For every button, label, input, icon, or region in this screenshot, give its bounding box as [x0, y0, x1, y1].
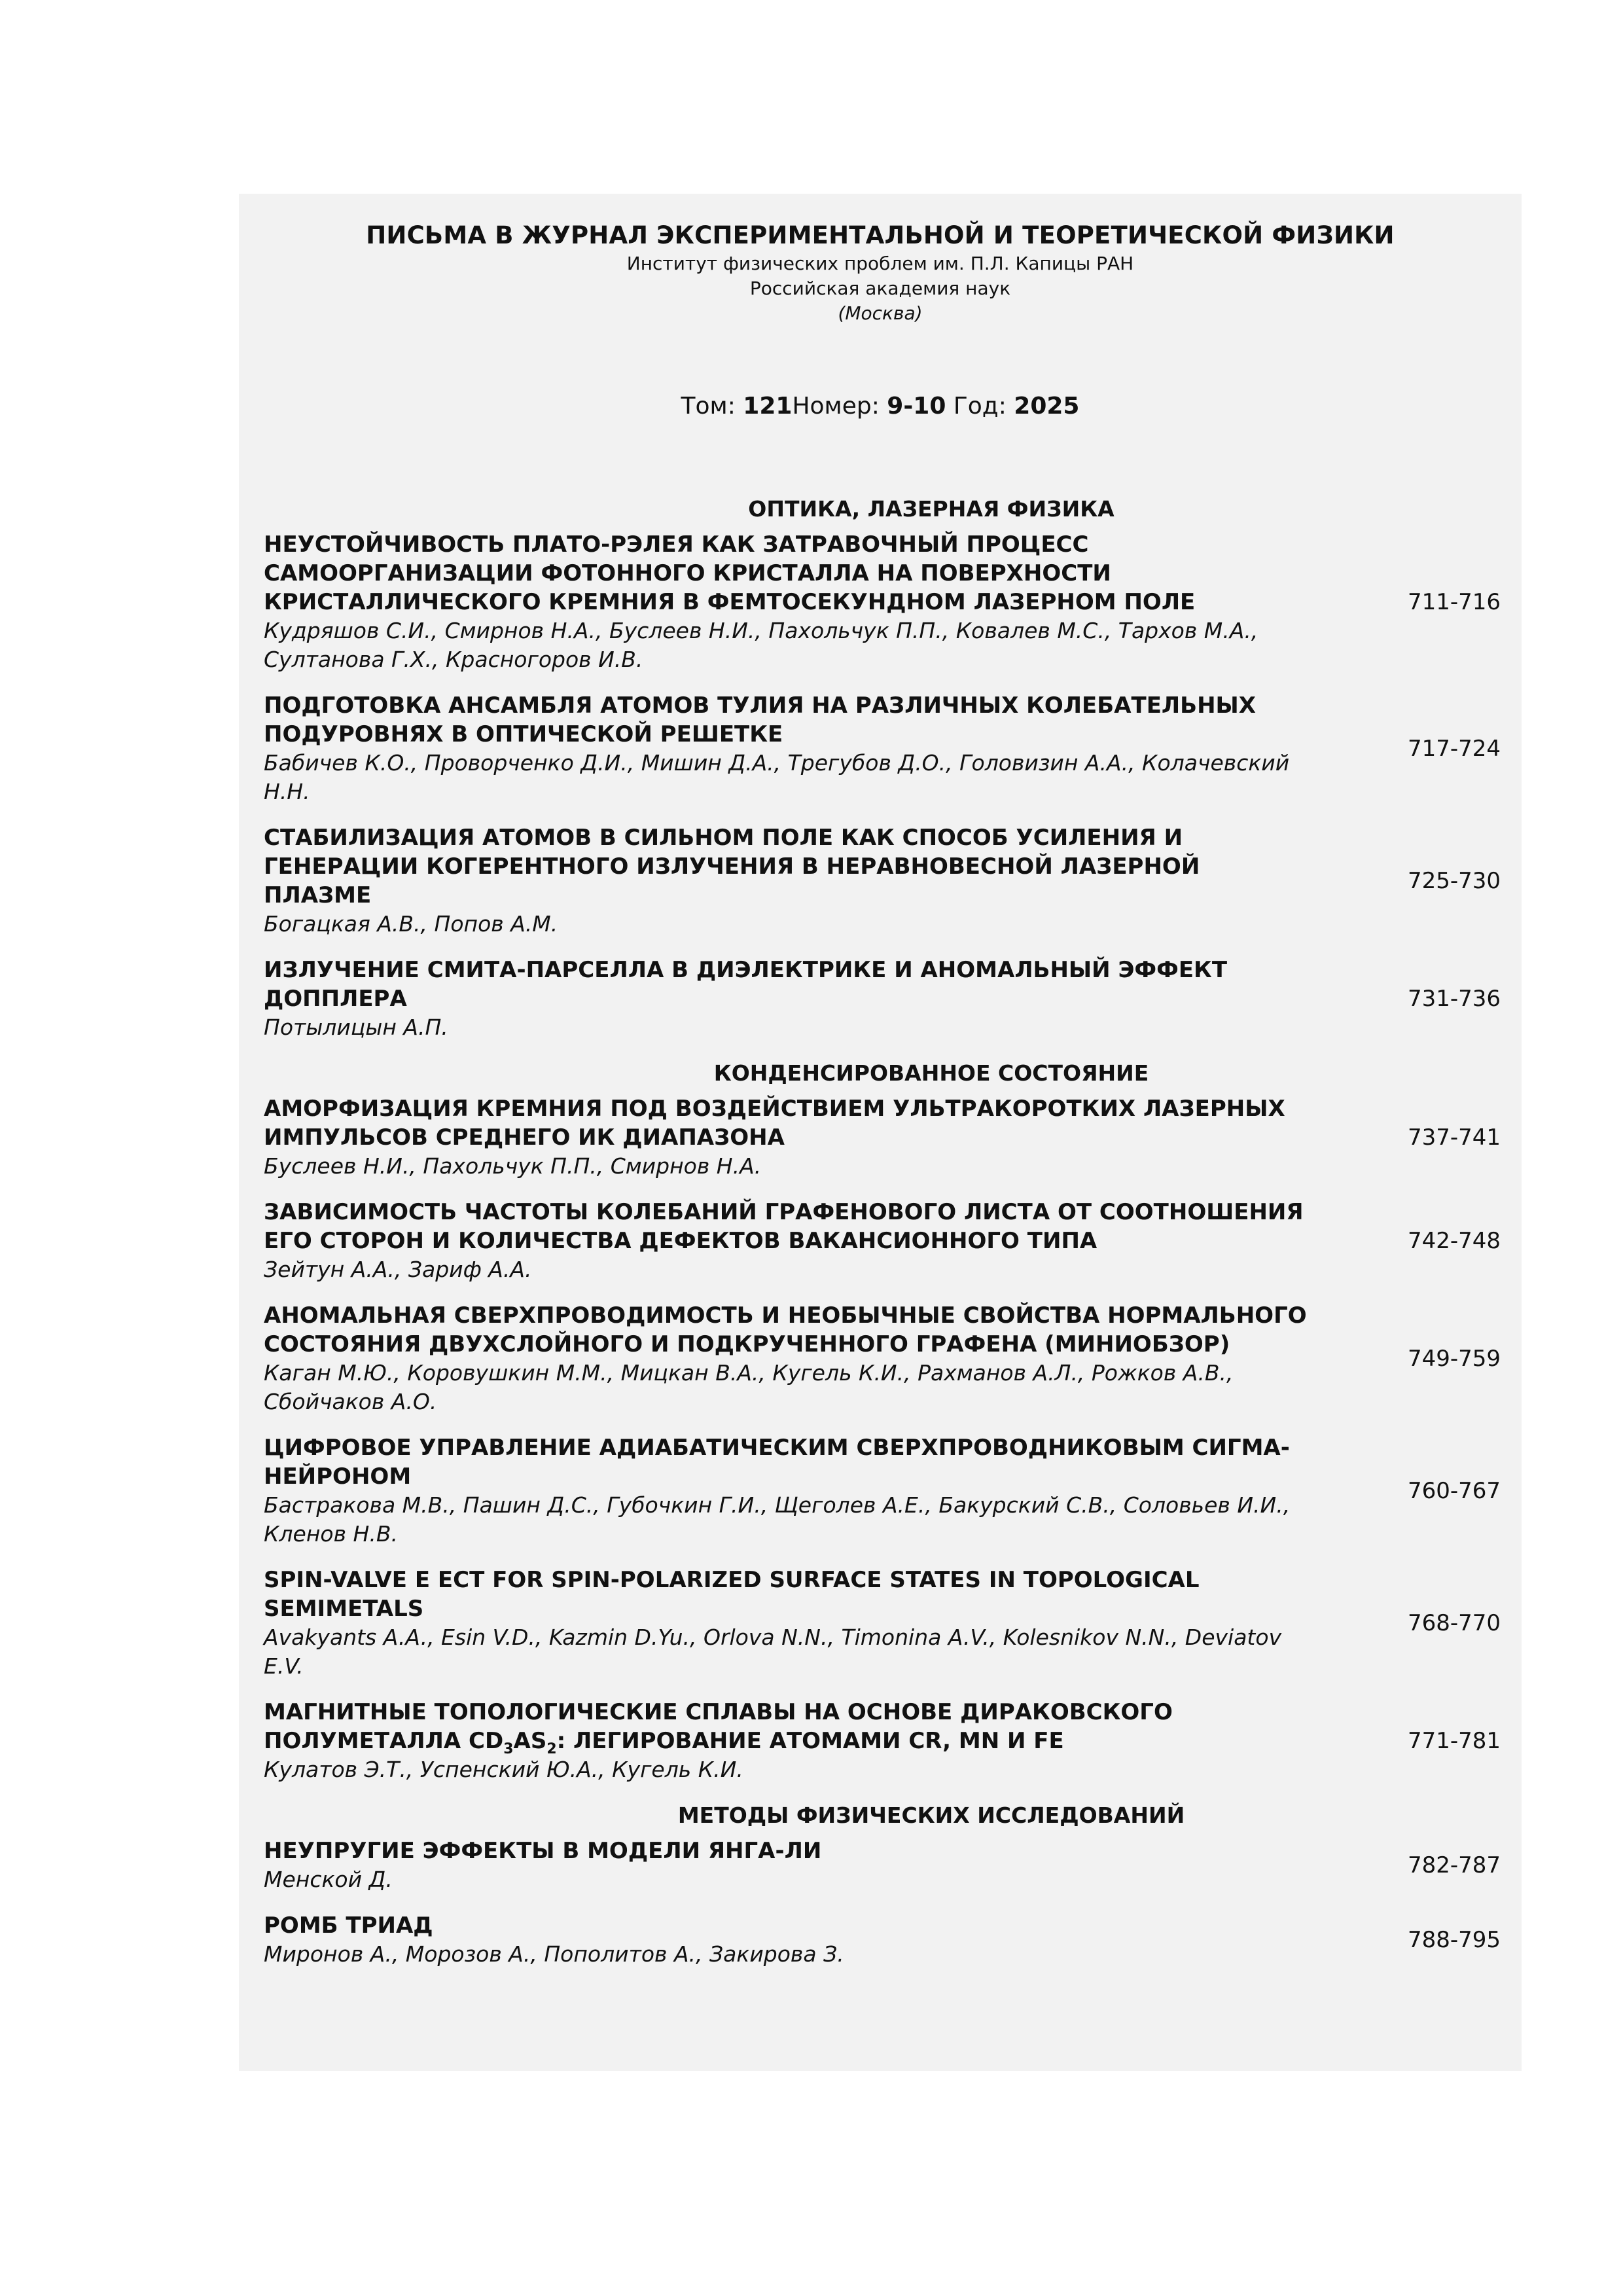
- journal-title: ПИСЬМА В ЖУРНАЛ ЭКСПЕРИМЕНТАЛЬНОЙ И ТЕОРЕТИЧЕСКОЙ ФИЗИКИ: [366, 221, 1395, 249]
- year-value: 2025: [1014, 393, 1080, 420]
- volume-value: 121: [743, 393, 793, 420]
- institute-name: Институт физических проблем им. П.Л. Капицы РАН: [626, 253, 1134, 274]
- article-pages: 742-748: [1407, 1228, 1501, 1254]
- article-title[interactable]: СТАБИЛИЗАЦИЯ АТОМОВ В СИЛЬНОМ ПОЛЕ КАК СПОСОБ УСИЛЕНИЯ И ГЕНЕРАЦИИ КОГЕРЕНТНОГО ИЗЛУЧЕНИЯ В НЕРАВНОВЕСНОЙ ЛАЗЕРНОЙ ПЛАЗМЕ: [264, 825, 1200, 908]
- article-authors: Avakyants A.A., Esin V.D., Kazmin D.Yu., Orlova N.N., Timonina A.V., Kolesnikov N.N., Deviatov E.V.: [264, 1624, 1282, 1679]
- article-title[interactable]: ЦИФРОВОЕ УПРАВЛЕНИЕ АДИАБАТИЧЕСКИМ СВЕРХПРОВОДНИКОВЫМ СИГМА-НЕЙРОНОМ: [264, 1435, 1290, 1490]
- number-value: 9-10: [887, 393, 946, 420]
- article-title[interactable]: ЗАВИСИМОСТЬ ЧАСТОТЫ КОЛЕБАНИЙ ГРАФЕНОВОГО ЛИСТА ОТ СООТНОШЕНИЯ ЕГО СТОРОН И КОЛИЧЕСТВА ДЕФЕКТОВ ВАКАНСИОННОГО ТИПА: [264, 1199, 1304, 1254]
- article-title[interactable]: [264, 1698, 1311, 1755]
- article-entry[interactable]: [264, 823, 1501, 939]
- article-pages: 717-724: [1407, 736, 1501, 762]
- article-title[interactable]: SPIN-VALVE E ECT FOR SPIN-POLARIZED SURFACE STATES IN TOPOLOGICAL SEMIMETALS: [264, 1567, 1200, 1622]
- academy-name: Российская академия наук: [749, 278, 1011, 299]
- article-pages: 782-787: [1407, 1852, 1501, 1878]
- article-title[interactable]: ИЗЛУЧЕНИЕ СМИТА-ПАРСЕЛЛА В ДИЭЛЕКТРИКЕ И АНОМАЛЬНЫЙ ЭФФЕКТ ДОППЛЕРА: [264, 957, 1228, 1012]
- article-entry[interactable]: [264, 1911, 1501, 1969]
- article-pages: 788-795: [1407, 1927, 1501, 1953]
- article-authors: Каган М.Ю., Коровушкин М.М., Мицкан В.А., Кугель К.И., Рахманов А.Л., Рожков А.В., Сбойчаков А.О.: [264, 1360, 1234, 1414]
- table-of-contents: [264, 495, 1501, 1986]
- section-title: КОНДЕНСИРОВАННОЕ СОСТОЯНИЕ: [713, 1060, 1149, 1086]
- number-label: Номер:: [792, 393, 880, 420]
- article-authors: Кулатов Э.Т., Успенский Ю.А., Кугель К.И.: [264, 1757, 743, 1782]
- article-authors: Богацкая А.В., Попов А.М.: [264, 911, 558, 937]
- article-entry[interactable]: [264, 1094, 1501, 1181]
- article-authors: Менской Д.: [264, 1867, 393, 1892]
- year-label: Год:: [953, 393, 1007, 420]
- article-pages: 711-716: [1407, 589, 1501, 615]
- article-authors: Миронов А., Морозов А., Пополитов А., Закирова З.: [264, 1941, 844, 1967]
- article-entry[interactable]: [264, 1198, 1501, 1284]
- article-authors: Потылицын А.П.: [264, 1014, 448, 1040]
- journal-header: [239, 220, 1522, 326]
- article-pages: 731-736: [1407, 986, 1501, 1012]
- article-entry[interactable]: [264, 956, 1501, 1042]
- article-pages: 760-767: [1407, 1478, 1501, 1504]
- article-title[interactable]: НЕУСТОЙЧИВОСТЬ ПЛАТО-РЭЛЕЯ КАК ЗАТРАВОЧНЫЙ ПРОЦЕСС САМООРГАНИЗАЦИИ ФОТОННОГО КРИСТАЛЛА НА ПОВЕРХНОСТИ КРИСТАЛЛИЧЕСКОГО КРЕМНИЯ В ФЕМТОСЕКУНДНОМ ЛАЗЕРНОМ ПОЛЕ: [264, 531, 1196, 615]
- toc-panel: [239, 194, 1522, 2071]
- article-pages: 737-741: [1407, 1124, 1501, 1151]
- article-pages: 768-770: [1407, 1610, 1501, 1636]
- article-title-part: МАГНИТНЫЕ ТОПОЛОГИЧЕСКИЕ СПЛАВЫ НА ОСНОВЕ ДИРАКОВСКОГО ПОЛУМЕТАЛЛА CD: [264, 1699, 1173, 1754]
- subscript-3: 3: [503, 1740, 514, 1757]
- article-entry[interactable]: [264, 1301, 1501, 1416]
- article-entry[interactable]: [264, 1433, 1501, 1549]
- article-title[interactable]: АМОРФИЗАЦИЯ КРЕМНИЯ ПОД ВОЗДЕЙСТВИЕМ УЛЬТРАКОРОТКИХ ЛАЗЕРНЫХ ИМПУЛЬСОВ СРЕДНЕГО ИК ДИАПАЗОНА: [264, 1096, 1285, 1151]
- article-pages: 771-781: [1407, 1728, 1501, 1754]
- issue-info: [239, 391, 1522, 422]
- article-title-part: : ЛЕГИРОВАНИЕ АТОМАМИ CR, MN И FE: [556, 1728, 1064, 1754]
- article-title[interactable]: НЕУПРУГИЕ ЭФФЕКТЫ В МОДЕЛИ ЯНГА-ЛИ: [264, 1838, 822, 1864]
- volume-label: Том:: [681, 393, 736, 420]
- subscript-2: 2: [546, 1740, 557, 1757]
- article-entry[interactable]: [264, 1566, 1501, 1681]
- article-entry[interactable]: [264, 530, 1501, 674]
- city-name: (Москва): [838, 302, 923, 324]
- article-authors: Кудряшов С.И., Смирнов Н.А., Буслеев Н.И., Пахольчук П.П., Ковалев М.С., Тархов М.А., Султанова Г.Х., Красногоров И.В.: [264, 618, 1258, 672]
- article-title[interactable]: АНОМАЛЬНАЯ СВЕРХПРОВОДИМОСТЬ И НЕОБЫЧНЫЕ СВОЙСТВА НОРМАЛЬНОГО СОСТОЯНИЯ ДВУХСЛОЙНОГО И ПОДКРУЧЕННОГО ГРАФЕНА (МИНИОБЗОР): [264, 1302, 1307, 1357]
- article-authors: Бабичев К.О., Проворченко Д.И., Мишин Д.А., Трегубов Д.О., Головизин А.А., Колачевский Н.Н.: [264, 750, 1290, 804]
- article-authors: Бастракова М.В., Пашин Д.С., Губочкин Г.И., Щеголев А.Е., Бакурский С.В., Соловьев И.И., Кленов Н.В.: [264, 1492, 1291, 1547]
- article-authors: Зейтун А.А., Зариф А.А.: [264, 1257, 532, 1282]
- section-title: ОПТИКА, ЛАЗЕРНАЯ ФИЗИКА: [748, 496, 1115, 522]
- article-pages: 725-730: [1407, 868, 1501, 894]
- article-title[interactable]: ПОДГОТОВКА АНСАМБЛЯ АТОМОВ ТУЛИЯ НА РАЗЛИЧНЫХ КОЛЕБАТЕЛЬНЫХ ПОДУРОВНЯХ В ОПТИЧЕСКОЙ РЕШЕТКЕ: [264, 692, 1256, 747]
- article-title-part: AS: [513, 1728, 547, 1754]
- article-entry[interactable]: [264, 1698, 1501, 1784]
- section-title: МЕТОДЫ ФИЗИЧЕСКИХ ИССЛЕДОВАНИЙ: [677, 1803, 1185, 1828]
- article-pages: 749-759: [1407, 1346, 1501, 1372]
- article-entry[interactable]: [264, 691, 1501, 806]
- article-title[interactable]: РОМБ ТРИАД: [264, 1912, 433, 1939]
- article-entry[interactable]: [264, 1837, 1501, 1894]
- article-authors: Буслеев Н.И., Пахольчук П.П., Смирнов Н.А.: [264, 1153, 762, 1179]
